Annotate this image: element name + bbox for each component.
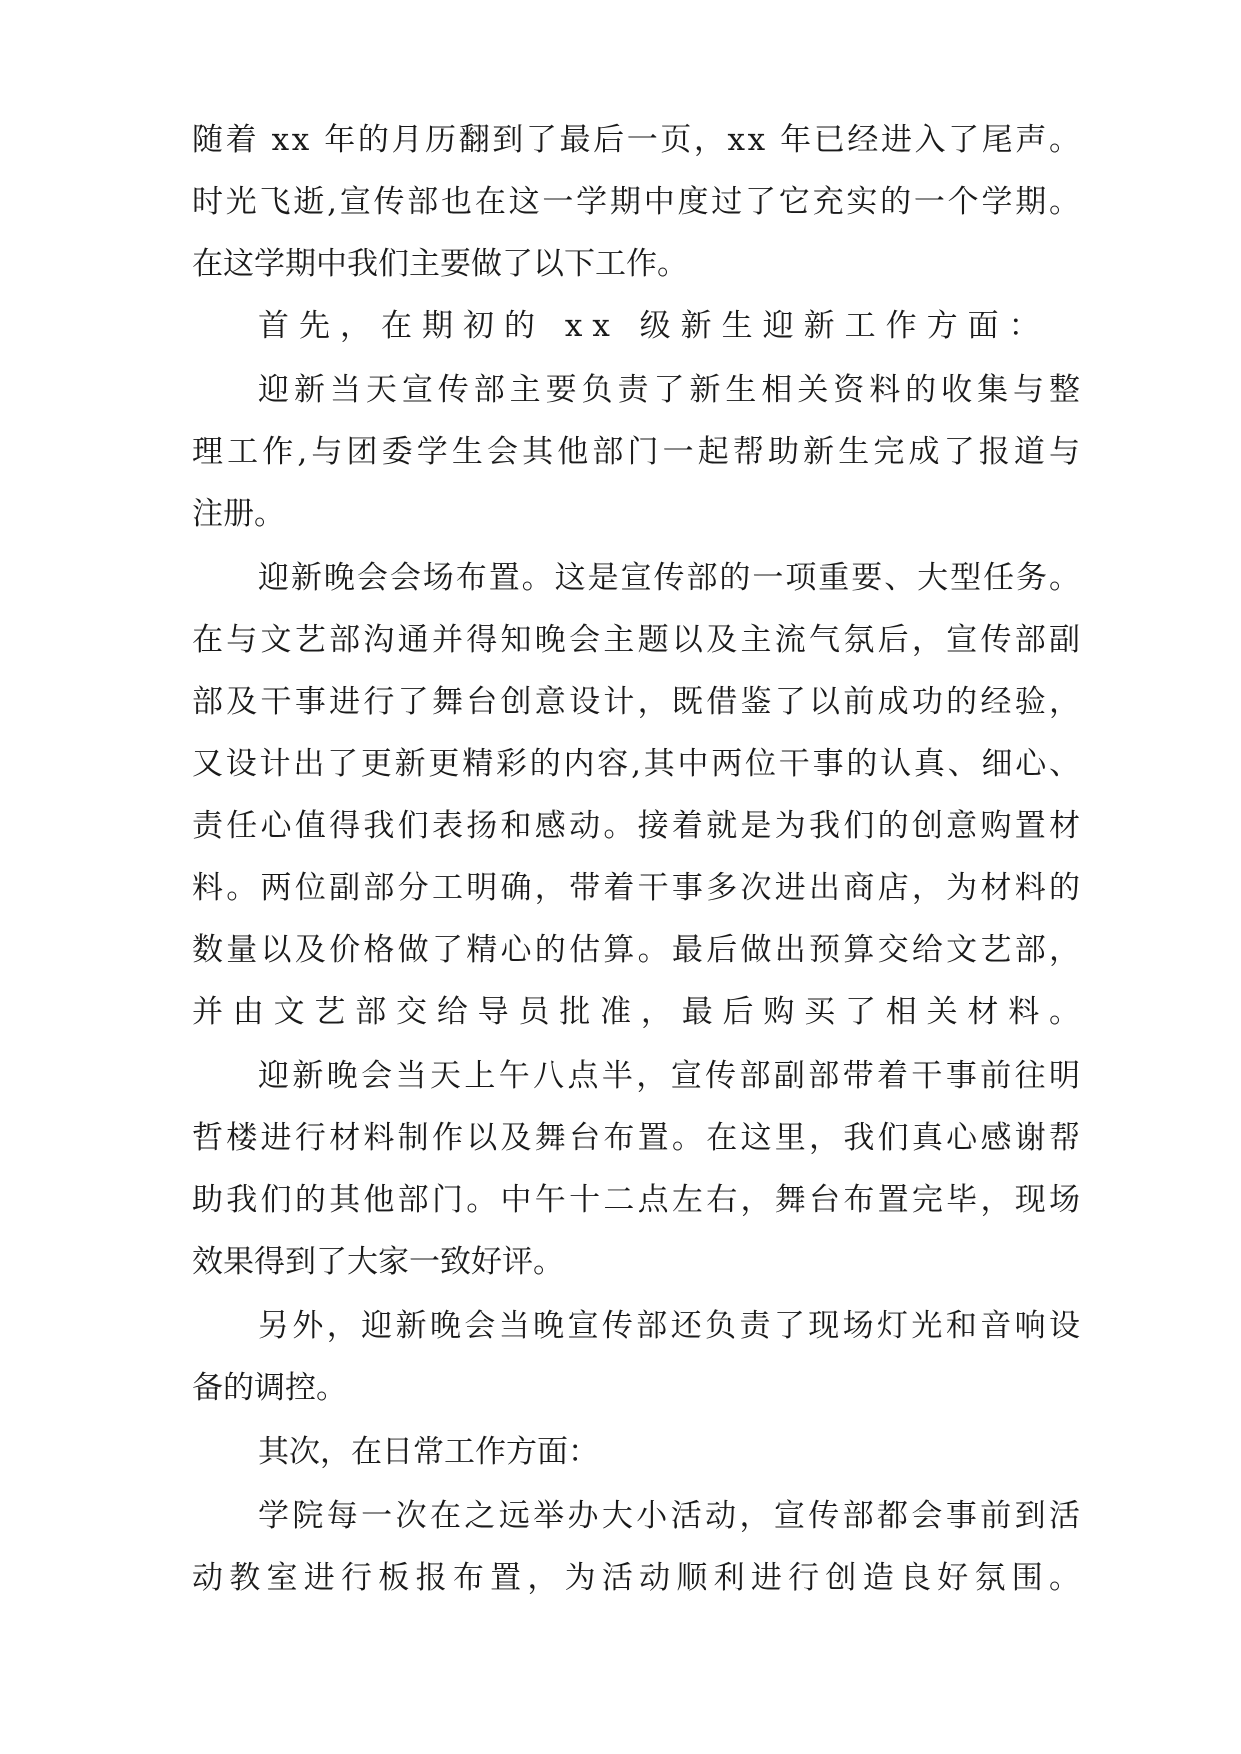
text-line: 时光飞逝,宣传部也在这一学期中度过了它充实的一个学期。 — [192, 184, 1083, 220]
text-line: 学院每一次在之远举办大小活动，宣传部都会事前到活 — [258, 1498, 1084, 1534]
text-line: 备的调控。 — [192, 1370, 347, 1406]
text-line: 助我们的其他部门。中午十二点左右，舞台布置完毕，现场 — [192, 1182, 1084, 1218]
text-line: 迎新当天宣传部主要负责了新生相关资料的收集与整 — [258, 372, 1085, 408]
text-line: 数量以及价格做了精心的估算。最后做出预算交给文艺部， — [192, 932, 1084, 968]
text-line: 在与文艺部沟通并得知晚会主题以及主流气氛后，宣传部副 — [192, 622, 1084, 658]
text-line: 责任心值得我们表扬和感动。接着就是为我们的创意购置材 — [192, 808, 1084, 844]
text-line: 随着 xx 年的月历翻到了最后一页，xx 年已经进入了尾声。 — [192, 122, 1083, 158]
text-line: 理工作,与团委学生会其他部门一起帮助新生完成了报道与 — [192, 434, 1085, 470]
text-line: 部及干事进行了舞台创意设计，既借鉴了以前成功的经验， — [192, 684, 1084, 720]
text-line: 在这学期中我们主要做了以下工作。 — [192, 246, 688, 282]
text-line: 首先，在期初的 xx 级新生迎新工作方面： — [258, 308, 1050, 344]
text-line: 其次，在日常工作方面： — [258, 1434, 599, 1470]
text-line: 哲楼进行材料制作以及舞台布置。在这里，我们真心感谢帮 — [192, 1120, 1084, 1156]
text-line: 迎新晚会会场布置。这是宣传部的一项重要、大型任务。 — [258, 560, 1082, 596]
text-line: 注册。 — [192, 496, 285, 532]
text-line: 效果得到了大家一致好评。 — [192, 1244, 564, 1280]
text-line: 动教室进行板报布置，为活动顺利进行创造良好氛围。 — [192, 1560, 1087, 1596]
text-line: 又设计出了更新更精彩的内容,其中两位干事的认真、细心、 — [192, 746, 1083, 782]
text-line: 迎新晚会当天上午八点半，宣传部副部带着干事前往明 — [258, 1058, 1084, 1094]
text-line: 料。两位副部分工明确，带着干事多次进出商店，为材料的 — [192, 870, 1084, 906]
text-line: 并由文艺部交给导员批准，最后购买了相关材料。 — [192, 994, 1090, 1030]
text-line: 另外，迎新晚会当晚宣传部还负责了现场灯光和音响设 — [258, 1308, 1084, 1344]
